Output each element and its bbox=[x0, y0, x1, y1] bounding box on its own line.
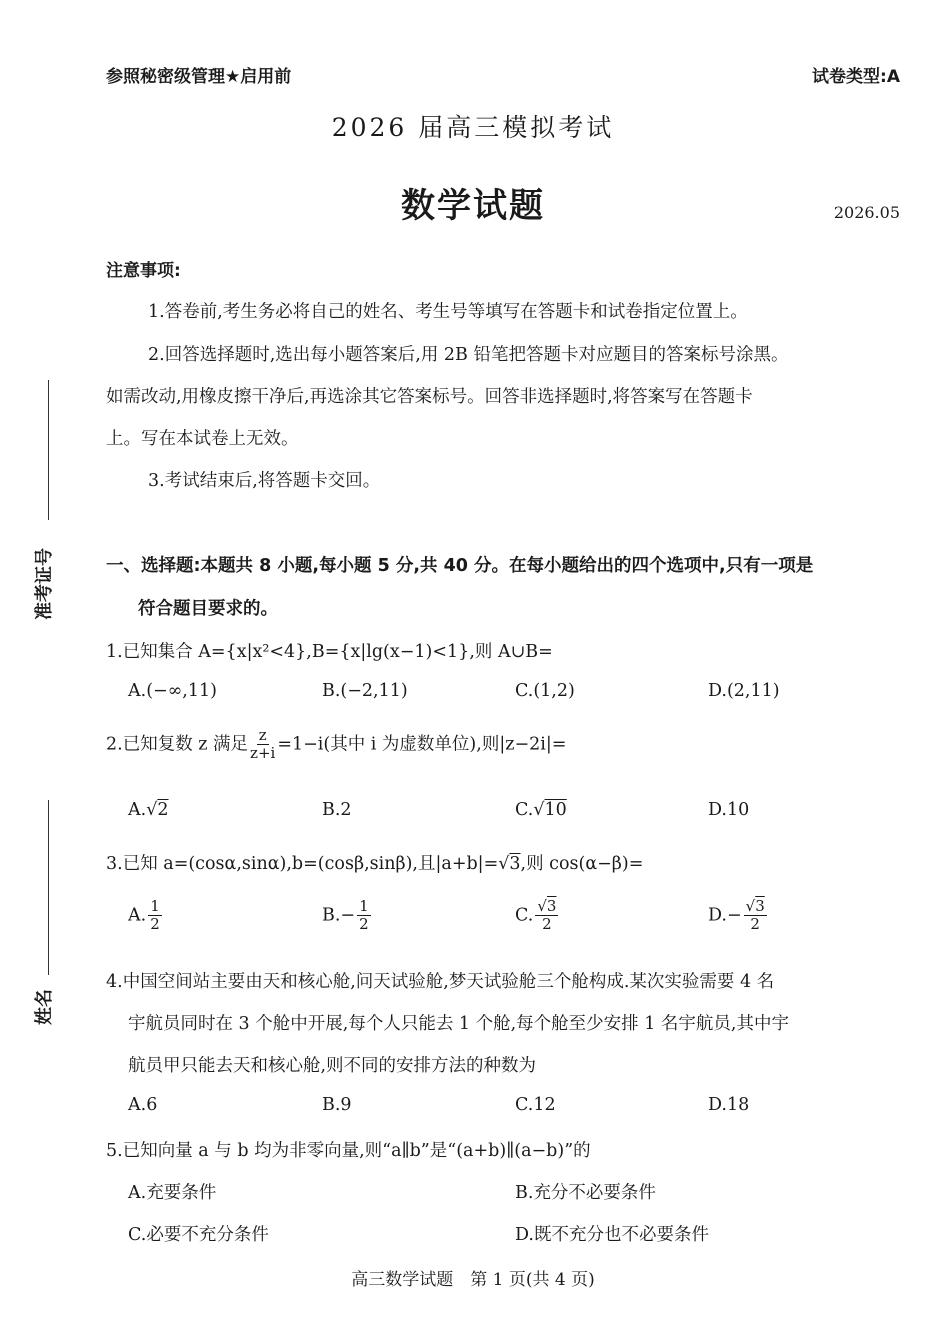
section-heading: 一、选择题:本题共 8 小题,每小题 5 分,共 40 分。在每小题给出的四个选项中,只有一项是 bbox=[106, 556, 814, 576]
q3-d-frac bbox=[744, 898, 767, 934]
q3-a-den: 2 bbox=[150, 915, 160, 934]
q4-option-d: D.18 bbox=[708, 1095, 750, 1115]
notice-item-2: 2.回答选择题时,选出每小题答案后,用 2B 铅笔把答题卡对应题目的答案标号涂黑。 bbox=[148, 345, 789, 365]
q2-frac-num: z bbox=[258, 726, 267, 744]
q3-a-num: 1 bbox=[150, 897, 160, 915]
q3-d-num: √3 bbox=[745, 897, 765, 915]
q3-b-den: 2 bbox=[359, 915, 369, 934]
confidential-label: 参照秘密级管理★启用前 bbox=[106, 67, 292, 87]
exam-no-line bbox=[48, 380, 49, 520]
q3-option-b bbox=[322, 898, 373, 934]
q2-option-d: D.10 bbox=[708, 800, 750, 820]
question-3-stem: 3.已知 a=(cosα,sinα),b=(cosβ,sinβ),且|a+b|=√3,则 cos(α−β)= bbox=[106, 854, 644, 874]
question-1-stem: 1.已知集合 A={x|x²<4},B={x|lg(x−1)<1},则 A∪B= bbox=[106, 642, 553, 662]
name-label: 姓名 bbox=[34, 989, 55, 1025]
question-5-stem: 5.已知向量 a 与 b 均为非零向量,则“a∥b”是“(a+b)∥(a−b)”的 bbox=[106, 1141, 591, 1161]
q2-c-root: 10 bbox=[544, 800, 567, 820]
q2-option-b: B.2 bbox=[322, 800, 352, 820]
q3-b-frac bbox=[357, 898, 371, 934]
q1-option-a: A.(−∞,11) bbox=[128, 681, 217, 701]
q3-stem-root: 3 bbox=[509, 854, 521, 874]
q2-c-label: C. bbox=[515, 800, 534, 820]
q2-a-label: A. bbox=[128, 800, 147, 820]
q3-c-num: √3 bbox=[537, 897, 557, 915]
notice-item-2-cont: 如需改动,用橡皮擦干净后,再选涂其它答案标号。回答非选择题时,将答案写在答题卡 bbox=[106, 387, 753, 407]
page-footer: 高三数学试题 第 1 页(共 4 页) bbox=[351, 1270, 595, 1290]
q1-option-c: C.(1,2) bbox=[515, 681, 575, 701]
exam-title: 2026 届高三模拟考试 bbox=[331, 113, 615, 142]
notice-heading: 注意事项: bbox=[106, 261, 181, 281]
q3-d-den: 2 bbox=[750, 915, 760, 934]
q3-a-frac bbox=[148, 898, 162, 934]
exam-date: 2026.05 bbox=[833, 203, 900, 222]
q2-fraction bbox=[250, 727, 275, 763]
q3-a-label: A. bbox=[128, 905, 147, 926]
notice-item-1: 1.答卷前,考生务必将自己的姓名、考生号等填写在答题卡和试卷指定位置上。 bbox=[148, 302, 748, 322]
q2-stem-pre: 2.已知复数 z 满足 bbox=[106, 734, 249, 755]
q5-option-d: D.既不充分也不必要条件 bbox=[515, 1225, 709, 1245]
q1-option-b: B.(−2,11) bbox=[322, 681, 408, 701]
q3-option-c bbox=[515, 898, 560, 934]
q3-b-label: B.− bbox=[322, 905, 356, 926]
q3-c-root: 3 bbox=[546, 897, 557, 915]
q2-stem-post: =1−i(其中 i 为虚数单位),则|z−2i|= bbox=[277, 734, 567, 755]
q3-b-num: 1 bbox=[359, 897, 369, 915]
q3-stem-pre: 3.已知 a=(cosα,sinα),b=(cosβ,sinβ),且|a+b|= bbox=[106, 854, 499, 874]
q5-option-b: B.充分不必要条件 bbox=[515, 1183, 656, 1203]
exam-no-label: 准考证号 bbox=[34, 548, 55, 620]
q3-d-label: D.− bbox=[708, 905, 742, 926]
q2-frac-den: z+i bbox=[250, 744, 276, 763]
q3-d-root: 3 bbox=[755, 897, 765, 915]
section-heading-cont: 符合题目要求的。 bbox=[138, 599, 278, 619]
q3-option-d bbox=[708, 898, 769, 934]
q3-c-den: 2 bbox=[542, 915, 552, 934]
notice-item-2-end: 上。写在本试卷上无效。 bbox=[106, 429, 299, 449]
q4-option-c: C.12 bbox=[515, 1095, 556, 1115]
q1-option-d: D.(2,11) bbox=[708, 681, 780, 701]
q4-option-b: B.9 bbox=[322, 1095, 352, 1115]
q2-a-root: 2 bbox=[157, 800, 169, 820]
q3-c-label: C. bbox=[515, 905, 534, 926]
question-4-line-3: 航员甲只能去天和核心舱,则不同的安排方法的种数为 bbox=[128, 1056, 537, 1076]
q3-option-a bbox=[128, 898, 164, 934]
paper-type-label: 试卷类型:A bbox=[812, 67, 900, 87]
q5-option-c: C.必要不充分条件 bbox=[128, 1225, 269, 1245]
question-2-stem bbox=[106, 727, 566, 763]
q3-c-frac bbox=[535, 898, 558, 934]
q2-option-c: C.√10 bbox=[515, 800, 567, 820]
q5-option-a: A.充要条件 bbox=[128, 1183, 217, 1203]
name-line bbox=[48, 800, 49, 975]
q3-stem-post: ,则 cos(α−β)= bbox=[520, 854, 644, 874]
notice-item-3: 3.考试结束后,将答题卡交回。 bbox=[148, 471, 381, 491]
subject-title: 数学试题 bbox=[401, 186, 545, 226]
q4-option-a: A.6 bbox=[128, 1095, 158, 1115]
question-4-line-1: 4.中国空间站主要由天和核心舱,问天试验舱,梦天试验舱三个舱构成.某次实验需要 4 名 bbox=[106, 972, 775, 992]
question-4-line-2: 宇航员同时在 3 个舱中开展,每个人只能去 1 个舱,每个舱至少安排 1 名宇航员,其中宇 bbox=[128, 1014, 789, 1034]
q2-option-a: A.√2 bbox=[128, 800, 169, 820]
